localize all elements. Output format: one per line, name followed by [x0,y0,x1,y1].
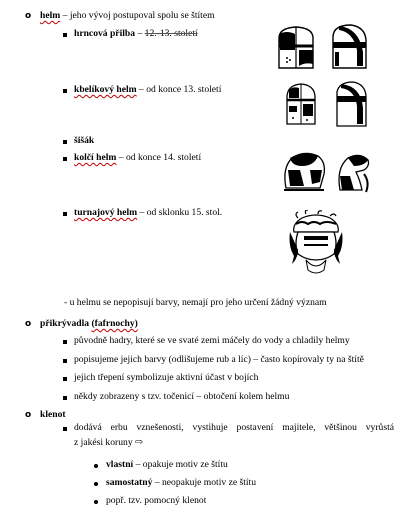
bullet-dot [94,464,98,468]
bullet-square [63,377,67,381]
bucket-helm-illustration [283,82,319,126]
jousting-helm-side-illustration [334,150,372,194]
bullet-square [63,212,67,216]
helm-desc: – jeho vývoj postupoval spolu se štítem [60,10,215,21]
klenot-subitem: samostatný – neopakuje motiv ze štítu [106,477,257,488]
bullet-dot [94,482,98,486]
bullet-hollow: o [25,410,32,420]
helm-type-row: turnajový helm – od sklonku 15. stol. [74,207,223,218]
bullet-square [63,157,67,161]
bullet-hollow: o [25,11,32,21]
helm-type-row: kbelíkový helm – od konce 13. století [74,84,222,95]
pot-helm-illustration [275,24,317,70]
jousting-helm-illustration [280,148,328,192]
helm-type-row: šišák [74,135,95,146]
bullet-square [63,140,67,144]
bullet-hollow: o [25,319,32,329]
bullet-dot [94,500,98,504]
bullet-square [63,427,67,431]
bullet-square [63,340,67,344]
prikryvadla-alt: (fafrnochy) [91,318,138,329]
helm-type-row: hrncová přilba – 12.-13. století [74,28,198,39]
bullet-square [63,359,67,363]
helm-note: - u helmu se nepopisují barvy, nemají pro jeho určení žádný význam [64,297,327,308]
prikryvadla-term: přikrývadla [40,318,90,329]
tournament-helm-illustration [288,210,344,276]
klenot-subitem: vlastní – opakuje motiv ze štítu [106,459,228,470]
bucket-helm-side-illustration [333,80,369,128]
bullet-square [63,396,67,400]
klenot-item-line2: z jakési koruny ⇨ [74,437,144,448]
pot-helm-side-illustration [329,22,369,70]
helm-heading [40,10,215,21]
prikryvadla-heading [40,318,138,329]
klenot-item-line1: dodává erbu vznešenosti, vystihuje postavení majitele, většinou vyrůstá [74,422,394,433]
helm-type-row: kolčí helm – od konce 14. století [74,152,202,163]
klenot-subitem: popř. tzv. pomocný klenot [106,495,207,506]
prikryvadla-item: popisujeme jejich barvy (odlišujeme rub a líc) – často kopírovaly ty na štítě [74,354,364,365]
prikryvadla-item: někdy zobrazeny s tzv. točenicí – obtočení kolem helmu [74,391,290,402]
prikryvadla-item: původně hadry, které se ve svaté zemi máčely do vody a chladily helmy [74,335,350,346]
klenot-heading: klenot [40,409,66,420]
bullet-square [63,89,67,93]
helm-term: helm [40,10,61,21]
prikryvadla-item: jejich třepení symbolizuje aktivní účast v bojích [74,372,259,383]
bullet-square [63,33,67,37]
